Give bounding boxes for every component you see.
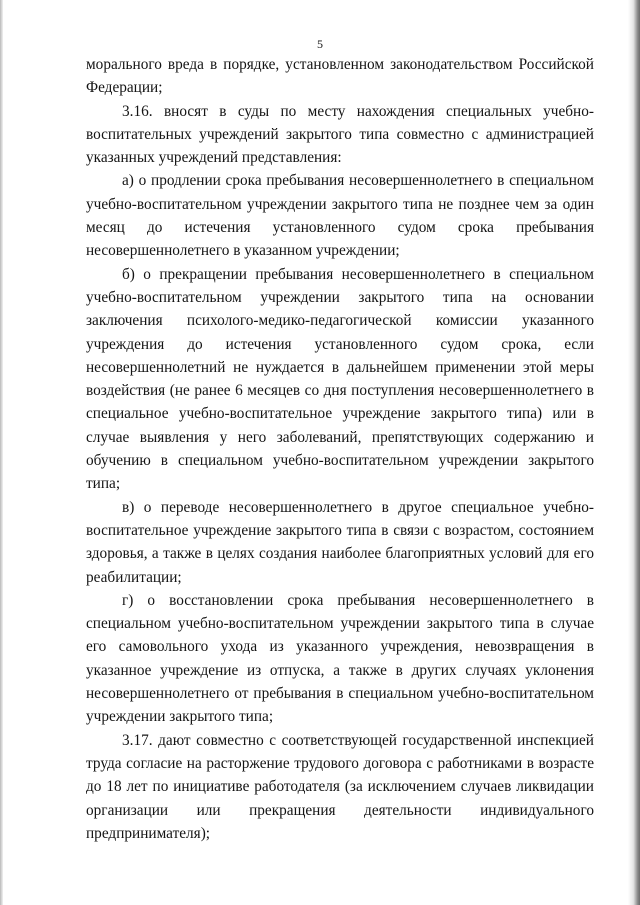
paragraph-item-g: г) о восстановлении срока пребывания несовершеннолетнего в специальном учебно-воспитательном учреждении закрытого типа в случае его самовольного ухода из указанного учреждения, невозвращения в указанное учреждение из отпуска, а также в других случаях уклонения несовершеннолетнего от пребывания в специальном учебно-воспитательном учреждении закрытого типа; bbox=[86, 591, 594, 726]
paragraph-item-b: б) о прекращении пребывания несовершеннолетнего в специальном учебно-воспитательном учреждении закрытого типа на основании заключения психолого-медико-педагогической комиссии указанного учреждения до истечения установленного судом срока, если несовершеннолетний не нуждается в дальнейшем применении этой меры воздействия (не ранее 6 месяцев со дня поступления несовершеннолетнего в специальное учебно-воспитательное учреждение закрытого типа) или в случае выявления у него заболеваний, препятствующих содержанию и обучению в специальном учебно-воспитательном учреждении закрытого типа; bbox=[86, 265, 594, 493]
page-number: 5 bbox=[317, 37, 323, 51]
paragraph-3-16: 3.16. вносят в суды по месту нахождения специальных учебно-воспитательных учреждений закрытого типа совместно с администрацией указанных учреждений представления: bbox=[86, 102, 594, 167]
paragraph-item-v: в) о переводе несовершеннолетнего в другое специальное учебно-воспитательное учреждение закрытого типа в связи с возрастом, состоянием здоровья, а также в целях создания наиболее благоприятных условий для его реабилитации; bbox=[86, 498, 594, 586]
scan-edge-left bbox=[0, 0, 3, 905]
document-body bbox=[86, 53, 594, 845]
scan-edge-right bbox=[628, 0, 640, 905]
paragraph-continuation: морального вреда в порядке, установленном законодательством Российской Федерации; bbox=[86, 56, 594, 97]
paragraph-item-a: а) о продлении срока пребывания несовершеннолетнего в специальном учебно-воспитательном учреждении закрытого типа не позднее чем за один месяц до истечения установленного судом срока пребывания несовершеннолетнего в указанном учреждении; bbox=[86, 172, 594, 260]
paragraph-3-17: 3.17. дают совместно с соответствующей государственной инспекцией труда согласие на расторжение трудового договора с работниками в возрасте до 18 лет по инициативе работодателя (за исключением случаев ликвидации организации или прекращения деятельности индивидуального предпринимателя); bbox=[86, 731, 594, 842]
